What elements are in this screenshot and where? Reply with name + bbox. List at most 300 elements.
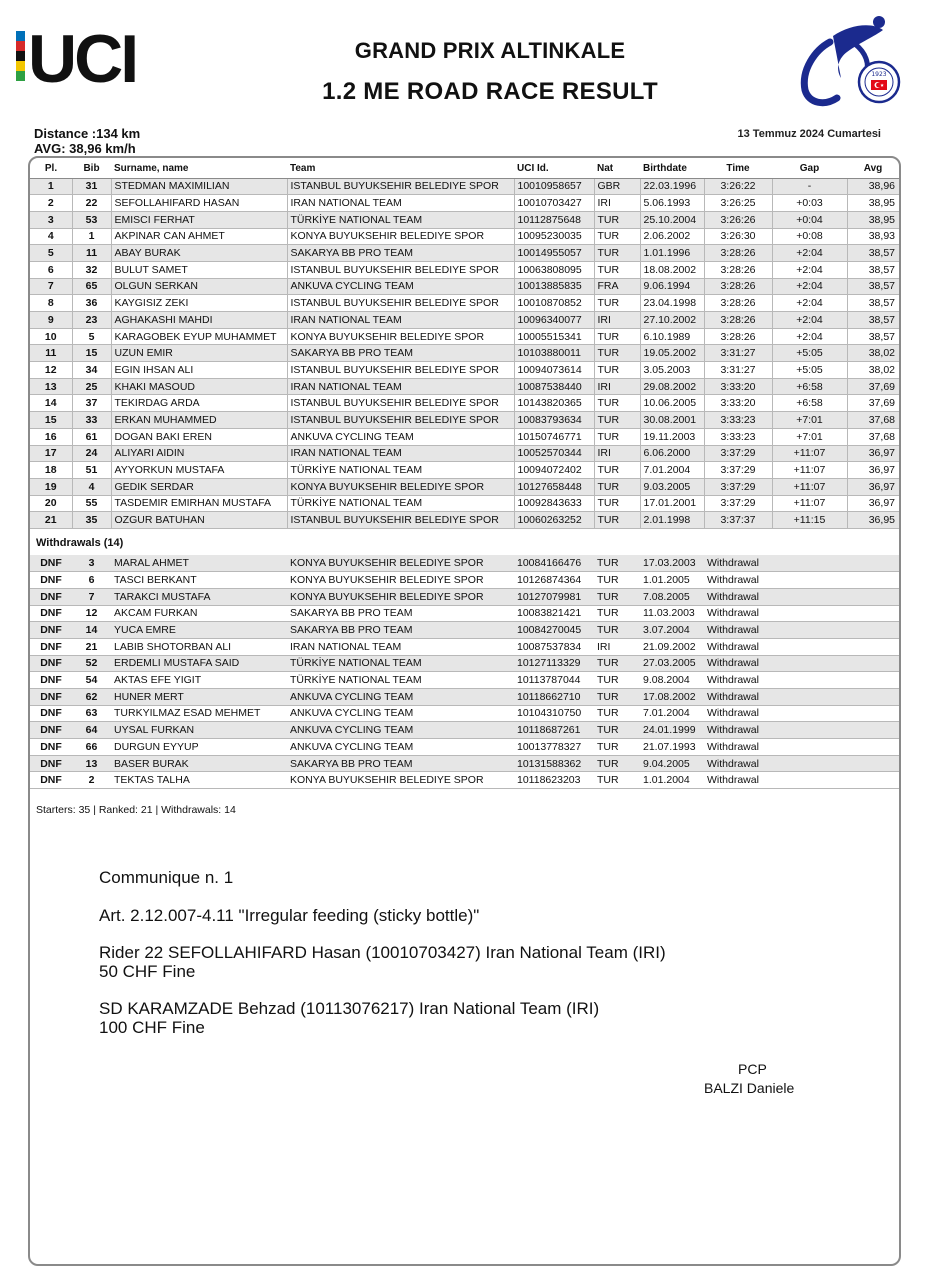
result-row xyxy=(30,445,899,462)
cell-name: ALIYARI AIDIN xyxy=(111,445,287,462)
cell-nat: TUR xyxy=(594,412,640,429)
col-header-pl: Pl. xyxy=(30,160,72,178)
cell-team: SAKARYA BB PRO TEAM xyxy=(287,622,514,639)
cell-time: 3:26:25 xyxy=(704,195,772,212)
cell-pl: 13 xyxy=(30,378,72,395)
cell-gap: +2:04 xyxy=(772,261,847,278)
cell-bib: 62 xyxy=(72,688,111,705)
cell-empty xyxy=(847,588,899,605)
cell-uci-id: 10013885835 xyxy=(514,278,594,295)
cell-name: AGHAKASHI MAHDI xyxy=(111,312,287,329)
cell-pl: 14 xyxy=(30,395,72,412)
cell-nat: TUR xyxy=(594,722,640,739)
cell-uci-id: 10092843633 xyxy=(514,495,594,512)
cell-bib: 7 xyxy=(72,588,111,605)
cell-status: Withdrawal xyxy=(704,605,772,622)
cell-pl: DNF xyxy=(30,572,72,589)
cell-gap: +2:04 xyxy=(772,245,847,262)
cell-name: KHAKI MASOUD xyxy=(111,378,287,395)
cell-birthdate: 18.08.2002 xyxy=(640,261,704,278)
result-row xyxy=(30,478,899,495)
cell-gap: +2:04 xyxy=(772,278,847,295)
cell-empty xyxy=(847,688,899,705)
cell-team: ANKUVA CYCLING TEAM xyxy=(287,278,514,295)
cell-empty xyxy=(772,705,847,722)
race-subtitle: 1.2 ME ROAD RACE RESULT xyxy=(322,78,658,105)
cell-gap: +6:58 xyxy=(772,395,847,412)
cell-birthdate: 11.03.2003 xyxy=(640,605,704,622)
cell-pl: DNF xyxy=(30,605,72,622)
cell-pl: DNF xyxy=(30,722,72,739)
cell-nat: TUR xyxy=(594,478,640,495)
cell-nat: TUR xyxy=(594,362,640,379)
cell-gap: +11:07 xyxy=(772,495,847,512)
cell-bib: 6 xyxy=(72,572,111,589)
cell-time: 3:31:27 xyxy=(704,345,772,362)
cell-pl: 17 xyxy=(30,445,72,462)
cell-avg: 36,95 xyxy=(847,512,899,529)
signature-role: PCP xyxy=(738,1061,767,1077)
cell-pl: 18 xyxy=(30,462,72,479)
cell-time: 3:31:27 xyxy=(704,362,772,379)
cell-birthdate: 1.01.1996 xyxy=(640,245,704,262)
cell-birthdate: 17.03.2003 xyxy=(640,555,704,572)
withdrawal-row xyxy=(30,638,899,655)
cell-time: 3:26:22 xyxy=(704,178,772,195)
cell-uci-id: 10096340077 xyxy=(514,312,594,329)
cell-bib: 52 xyxy=(72,655,111,672)
result-row xyxy=(30,178,899,195)
cell-uci-id: 10113787044 xyxy=(514,672,594,689)
cell-nat: TUR xyxy=(594,245,640,262)
cell-empty xyxy=(847,555,899,572)
cell-uci-id: 10095230035 xyxy=(514,228,594,245)
result-row xyxy=(30,228,899,245)
result-row xyxy=(30,512,899,529)
cell-gap: +0:08 xyxy=(772,228,847,245)
col-header-avg: Avg xyxy=(847,160,899,178)
cell-bib: 11 xyxy=(72,245,111,262)
cell-team: ANKUVA CYCLING TEAM xyxy=(287,688,514,705)
cell-pl: DNF xyxy=(30,588,72,605)
cell-team: TÜRKİYE NATIONAL TEAM xyxy=(287,462,514,479)
communique-sd-fine: 100 CHF Fine xyxy=(99,1018,205,1037)
cell-time: 3:33:23 xyxy=(704,428,772,445)
cell-gap: - xyxy=(772,178,847,195)
cell-team: KONYA BUYUKSEHIR BELEDIYE SPOR xyxy=(287,228,514,245)
cell-team: IRAN NATIONAL TEAM xyxy=(287,312,514,329)
withdrawals-table xyxy=(30,555,899,789)
communique-article: Art. 2.12.007-4.11 "Irregular feeding (sticky bottle)" xyxy=(99,906,480,925)
cell-bib: 13 xyxy=(72,755,111,772)
cell-birthdate: 27.03.2005 xyxy=(640,655,704,672)
cell-uci-id: 10127079981 xyxy=(514,588,594,605)
result-row xyxy=(30,278,899,295)
cell-avg: 38,57 xyxy=(847,312,899,329)
race-summary: Starters: 35 | Ranked: 21 | Withdrawals: 14 xyxy=(36,804,236,816)
cell-name: AKTAS EFE YIGIT xyxy=(111,672,287,689)
cell-uci-id: 10104310750 xyxy=(514,705,594,722)
col-header-uci-id: UCI Id. xyxy=(514,160,594,178)
cell-status: Withdrawal xyxy=(704,572,772,589)
cell-team: IRAN NATIONAL TEAM xyxy=(287,445,514,462)
race-date: 13 Temmuz 2024 Cumartesi xyxy=(737,128,881,140)
cell-empty xyxy=(772,638,847,655)
cell-team: TÜRKİYE NATIONAL TEAM xyxy=(287,495,514,512)
withdrawal-row xyxy=(30,605,899,622)
result-row xyxy=(30,378,899,395)
cell-birthdate: 21.07.1993 xyxy=(640,739,704,756)
cell-team: KONYA BUYUKSEHIR BELEDIYE SPOR xyxy=(287,572,514,589)
cell-birthdate: 27.10.2002 xyxy=(640,312,704,329)
cell-avg: 38,57 xyxy=(847,278,899,295)
cell-bib: 21 xyxy=(72,638,111,655)
cell-status: Withdrawal xyxy=(704,739,772,756)
cell-uci-id: 10103880011 xyxy=(514,345,594,362)
cell-nat: TUR xyxy=(594,672,640,689)
withdrawal-row xyxy=(30,588,899,605)
cell-gap: +2:04 xyxy=(772,328,847,345)
cell-name: KARAGOBEK EYUP MUHAMMET xyxy=(111,328,287,345)
cell-gap: +2:04 xyxy=(772,295,847,312)
cell-team: ISTANBUL BUYUKSEHIR BELEDIYE SPOR xyxy=(287,295,514,312)
cell-bib: 3 xyxy=(72,555,111,572)
cell-team: ANKUVA CYCLING TEAM xyxy=(287,739,514,756)
cell-nat: TUR xyxy=(594,705,640,722)
col-header-birthdate: Birthdate xyxy=(640,160,704,178)
result-row xyxy=(30,345,899,362)
cell-avg: 37,69 xyxy=(847,378,899,395)
result-row xyxy=(30,245,899,262)
cell-uci-id: 10013778327 xyxy=(514,739,594,756)
cell-team: KONYA BUYUKSEHIR BELEDIYE SPOR xyxy=(287,328,514,345)
cell-empty xyxy=(847,705,899,722)
cell-bib: 25 xyxy=(72,378,111,395)
col-header-time: Time xyxy=(704,160,772,178)
cell-birthdate: 1.01.2005 xyxy=(640,572,704,589)
cell-birthdate: 22.03.1996 xyxy=(640,178,704,195)
cell-bib: 61 xyxy=(72,428,111,445)
cell-birthdate: 19.05.2002 xyxy=(640,345,704,362)
cell-uci-id: 10112875648 xyxy=(514,211,594,228)
cell-empty xyxy=(847,572,899,589)
cell-nat: IRI xyxy=(594,445,640,462)
withdrawal-row xyxy=(30,722,899,739)
cell-uci-id: 10127658448 xyxy=(514,478,594,495)
cell-birthdate: 19.11.2003 xyxy=(640,428,704,445)
cell-name: TASDEMIR EMIRHAN MUSTAFA xyxy=(111,495,287,512)
cell-team: SAKARYA BB PRO TEAM xyxy=(287,345,514,362)
cell-status: Withdrawal xyxy=(704,672,772,689)
cell-name: BULUT SAMET xyxy=(111,261,287,278)
cell-name: STEDMAN MAXIMILIAN xyxy=(111,178,287,195)
communique-sd-line: SD KARAMZADE Behzad (10113076217) Iran National Team (IRI) xyxy=(99,999,600,1018)
cell-team: IRAN NATIONAL TEAM xyxy=(287,378,514,395)
cell-avg: 38,57 xyxy=(847,328,899,345)
cell-team: KONYA BUYUKSEHIR BELEDIYE SPOR xyxy=(287,478,514,495)
cell-empty xyxy=(772,722,847,739)
cell-birthdate: 5.06.1993 xyxy=(640,195,704,212)
cell-empty xyxy=(847,638,899,655)
cell-bib: 15 xyxy=(72,345,111,362)
cell-name: TEKIRDAG ARDA xyxy=(111,395,287,412)
cell-time: 3:37:29 xyxy=(704,495,772,512)
result-row xyxy=(30,362,899,379)
cell-pl: DNF xyxy=(30,739,72,756)
cell-empty xyxy=(772,655,847,672)
withdrawal-row xyxy=(30,572,899,589)
cell-status: Withdrawal xyxy=(704,688,772,705)
cell-team: ANKUVA CYCLING TEAM xyxy=(287,705,514,722)
cell-empty xyxy=(847,755,899,772)
communique-rider-fine: 50 CHF Fine xyxy=(99,962,196,981)
result-row xyxy=(30,195,899,212)
cell-time: 3:26:26 xyxy=(704,211,772,228)
cell-avg: 38,57 xyxy=(847,245,899,262)
cell-uci-id: 10087537834 xyxy=(514,638,594,655)
cell-bib: 55 xyxy=(72,495,111,512)
cell-nat: IRI xyxy=(594,195,640,212)
cell-bib: 63 xyxy=(72,705,111,722)
cell-pl: 3 xyxy=(30,211,72,228)
withdrawals-heading: Withdrawals (14) xyxy=(36,536,124,549)
cell-empty xyxy=(847,722,899,739)
cell-gap: +7:01 xyxy=(772,412,847,429)
cell-name: ERKAN MUHAMMED xyxy=(111,412,287,429)
cell-nat: TUR xyxy=(594,495,640,512)
cell-pl: 7 xyxy=(30,278,72,295)
cell-uci-id: 10084166476 xyxy=(514,555,594,572)
cell-empty xyxy=(772,739,847,756)
cell-birthdate: 2.06.2002 xyxy=(640,228,704,245)
cell-name: YUCA EMRE xyxy=(111,622,287,639)
cell-avg: 38,57 xyxy=(847,295,899,312)
cell-bib: 14 xyxy=(72,622,111,639)
cell-uci-id: 10014955057 xyxy=(514,245,594,262)
cell-avg: 36,97 xyxy=(847,478,899,495)
cell-empty xyxy=(847,622,899,639)
cell-name: DOGAN BAKI EREN xyxy=(111,428,287,445)
results-header-row xyxy=(30,160,899,178)
cell-team: ANKUVA CYCLING TEAM xyxy=(287,428,514,445)
cell-birthdate: 1.01.2004 xyxy=(640,772,704,789)
cell-pl: 9 xyxy=(30,312,72,329)
col-header-bib: Bib xyxy=(72,160,111,178)
cell-name: TARAKCI MUSTAFA xyxy=(111,588,287,605)
cell-birthdate: 23.04.1998 xyxy=(640,295,704,312)
col-header-nat: Nat xyxy=(594,160,640,178)
cell-status: Withdrawal xyxy=(704,638,772,655)
cell-name: AKCAM FURKAN xyxy=(111,605,287,622)
cell-nat: TUR xyxy=(594,772,640,789)
cell-name: UYSAL FURKAN xyxy=(111,722,287,739)
cell-bib: 37 xyxy=(72,395,111,412)
cell-team: KONYA BUYUKSEHIR BELEDIYE SPOR xyxy=(287,555,514,572)
cell-pl: DNF xyxy=(30,655,72,672)
cell-birthdate: 2.01.1998 xyxy=(640,512,704,529)
cell-pl: DNF xyxy=(30,638,72,655)
cell-time: 3:33:20 xyxy=(704,395,772,412)
cell-avg: 38,93 xyxy=(847,228,899,245)
cell-empty xyxy=(847,772,899,789)
cell-bib: 65 xyxy=(72,278,111,295)
cell-pl: 21 xyxy=(30,512,72,529)
cell-nat: TUR xyxy=(594,261,640,278)
withdrawal-row xyxy=(30,655,899,672)
col-header-name: Surname, name xyxy=(111,160,287,178)
cell-team: IRAN NATIONAL TEAM xyxy=(287,638,514,655)
cell-uci-id: 10094072402 xyxy=(514,462,594,479)
cell-empty xyxy=(772,622,847,639)
col-header-team: Team xyxy=(287,160,514,178)
cell-pl: 5 xyxy=(30,245,72,262)
cell-avg: 38,95 xyxy=(847,195,899,212)
col-header-gap: Gap xyxy=(772,160,847,178)
cell-uci-id: 10094073614 xyxy=(514,362,594,379)
cell-bib: 23 xyxy=(72,312,111,329)
cell-gap: +2:04 xyxy=(772,312,847,329)
cell-gap: +11:15 xyxy=(772,512,847,529)
cell-status: Withdrawal xyxy=(704,622,772,639)
cell-gap: +6:58 xyxy=(772,378,847,395)
cell-birthdate: 21.09.2002 xyxy=(640,638,704,655)
cell-avg: 38,02 xyxy=(847,345,899,362)
communique-heading: Communique n. 1 xyxy=(99,868,234,887)
cell-bib: 32 xyxy=(72,261,111,278)
cell-nat: TUR xyxy=(594,395,640,412)
cell-nat: TUR xyxy=(594,572,640,589)
cell-gap: +0:03 xyxy=(772,195,847,212)
cell-nat: IRI xyxy=(594,638,640,655)
cell-pl: DNF xyxy=(30,672,72,689)
cell-pl: DNF xyxy=(30,622,72,639)
cell-pl: DNF xyxy=(30,555,72,572)
cell-nat: TUR xyxy=(594,739,640,756)
result-row xyxy=(30,495,899,512)
cell-name: ERDEMLI MUSTAFA SAID xyxy=(111,655,287,672)
cell-gap: +11:07 xyxy=(772,462,847,479)
cell-time: 3:33:23 xyxy=(704,412,772,429)
cell-nat: TUR xyxy=(594,688,640,705)
cell-avg: 37,68 xyxy=(847,412,899,429)
cell-pl: 4 xyxy=(30,228,72,245)
results-table xyxy=(30,160,899,529)
cell-time: 3:37:29 xyxy=(704,445,772,462)
cell-uci-id: 10118623203 xyxy=(514,772,594,789)
cell-uci-id: 10052570344 xyxy=(514,445,594,462)
result-row xyxy=(30,312,899,329)
cell-gap: +5:05 xyxy=(772,345,847,362)
cell-bib: 54 xyxy=(72,672,111,689)
cell-bib: 4 xyxy=(72,478,111,495)
cell-gap: +11:07 xyxy=(772,478,847,495)
cell-birthdate: 9.04.2005 xyxy=(640,755,704,772)
result-row xyxy=(30,462,899,479)
cell-empty xyxy=(772,755,847,772)
cell-name: AYYORKUN MUSTAFA xyxy=(111,462,287,479)
cell-pl: 19 xyxy=(30,478,72,495)
cell-pl: 12 xyxy=(30,362,72,379)
cell-uci-id: 10010958657 xyxy=(514,178,594,195)
cell-birthdate: 3.05.2003 xyxy=(640,362,704,379)
cell-birthdate: 3.07.2004 xyxy=(640,622,704,639)
result-row xyxy=(30,295,899,312)
cell-nat: TUR xyxy=(594,345,640,362)
cell-birthdate: 7.08.2005 xyxy=(640,588,704,605)
result-row xyxy=(30,412,899,429)
withdrawal-row xyxy=(30,555,899,572)
cell-avg: 36,97 xyxy=(847,495,899,512)
cell-pl: 16 xyxy=(30,428,72,445)
cell-status: Withdrawal xyxy=(704,588,772,605)
cell-team: KONYA BUYUKSEHIR BELEDIYE SPOR xyxy=(287,772,514,789)
cell-nat: TUR xyxy=(594,755,640,772)
cell-birthdate: 29.08.2002 xyxy=(640,378,704,395)
cell-pl: 10 xyxy=(30,328,72,345)
cell-uci-id: 10010870852 xyxy=(514,295,594,312)
cell-uci-id: 10010703427 xyxy=(514,195,594,212)
cell-birthdate: 9.03.2005 xyxy=(640,478,704,495)
signature-name: BALZI Daniele xyxy=(704,1080,795,1096)
cell-birthdate: 6.10.1989 xyxy=(640,328,704,345)
result-row xyxy=(30,428,899,445)
cell-name: AKPINAR CAN AHMET xyxy=(111,228,287,245)
cell-bib: 2 xyxy=(72,772,111,789)
cell-nat: FRA xyxy=(594,278,640,295)
cell-team: SAKARYA BB PRO TEAM xyxy=(287,245,514,262)
cell-time: 3:37:29 xyxy=(704,462,772,479)
cell-pl: DNF xyxy=(30,688,72,705)
cell-empty xyxy=(847,739,899,756)
cell-bib: 53 xyxy=(72,211,111,228)
cell-bib: 12 xyxy=(72,605,111,622)
cell-birthdate: 7.01.2004 xyxy=(640,462,704,479)
cell-bib: 64 xyxy=(72,722,111,739)
cell-time: 3:28:26 xyxy=(704,295,772,312)
cell-team: SAKARYA BB PRO TEAM xyxy=(287,605,514,622)
cell-status: Withdrawal xyxy=(704,722,772,739)
cell-team: ISTANBUL BUYUKSEHIR BELEDIYE SPOR xyxy=(287,261,514,278)
cell-bib: 35 xyxy=(72,512,111,529)
cell-bib: 34 xyxy=(72,362,111,379)
cell-birthdate: 7.01.2004 xyxy=(640,705,704,722)
cell-team: SAKARYA BB PRO TEAM xyxy=(287,755,514,772)
cell-avg: 36,97 xyxy=(847,445,899,462)
cell-gap: +0:04 xyxy=(772,211,847,228)
cell-birthdate: 30.08.2001 xyxy=(640,412,704,429)
cell-time: 3:28:26 xyxy=(704,245,772,262)
cell-name: LABIB SHOTORBAN ALI xyxy=(111,638,287,655)
cell-time: 3:26:30 xyxy=(704,228,772,245)
cell-empty xyxy=(847,672,899,689)
cell-uci-id: 10060263252 xyxy=(514,512,594,529)
cell-pl: 6 xyxy=(30,261,72,278)
cell-pl: DNF xyxy=(30,755,72,772)
cell-bib: 22 xyxy=(72,195,111,212)
cell-time: 3:28:26 xyxy=(704,278,772,295)
cell-name: OLGUN SERKAN xyxy=(111,278,287,295)
cell-empty xyxy=(772,605,847,622)
cell-uci-id: 10126874364 xyxy=(514,572,594,589)
cell-time: 3:28:26 xyxy=(704,261,772,278)
cell-uci-id: 10127113329 xyxy=(514,655,594,672)
federation-year: 1923 xyxy=(871,71,887,78)
cell-nat: TUR xyxy=(594,605,640,622)
cell-uci-id: 10084270045 xyxy=(514,622,594,639)
cell-team: ISTANBUL BUYUKSEHIR BELEDIYE SPOR xyxy=(287,512,514,529)
cell-team: ISTANBUL BUYUKSEHIR BELEDIYE SPOR xyxy=(287,178,514,195)
cell-birthdate: 9.06.1994 xyxy=(640,278,704,295)
